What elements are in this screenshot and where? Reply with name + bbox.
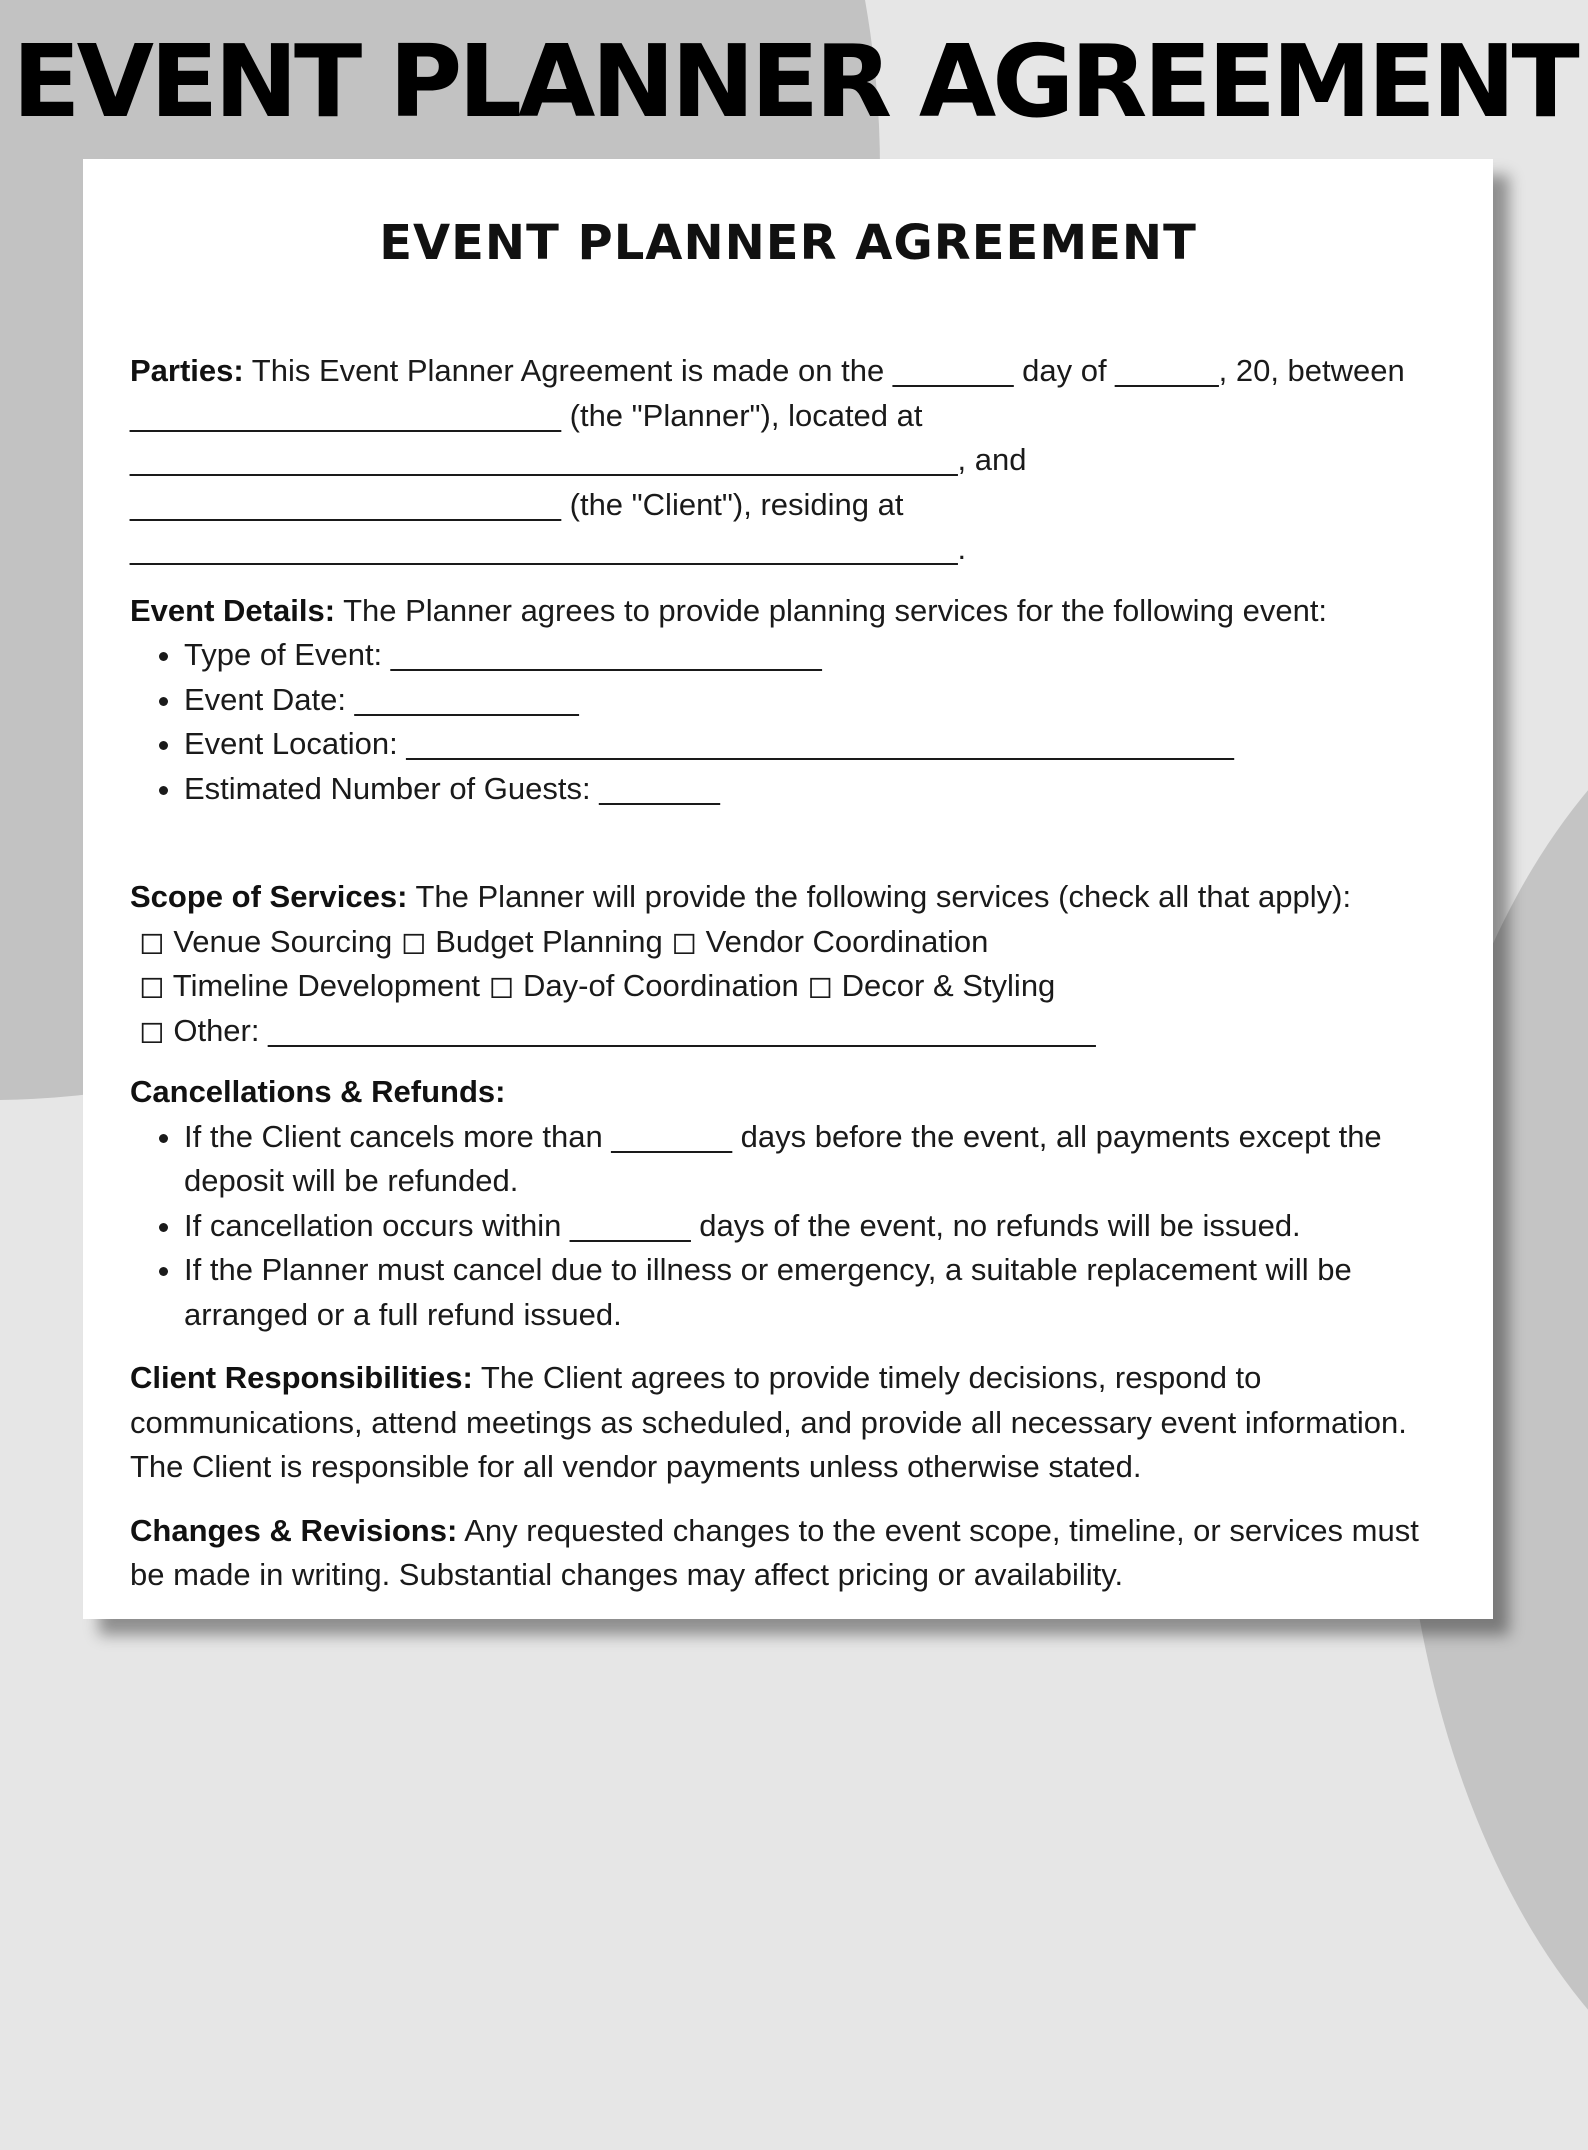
event-details-list (130, 633, 1460, 811)
list-item: • Event Date: _____________ (184, 678, 1460, 723)
list-item: • Estimated Number of Guests: _______ (184, 767, 1460, 812)
scope-text: The Planner will provide the following services (check all that apply): (415, 879, 1352, 914)
banner-title: EVENT PLANNER AGREEMENT (12, 23, 1576, 140)
scope-section (130, 875, 1460, 920)
parties-section (130, 349, 1460, 572)
cancellations-list (130, 1115, 1460, 1338)
list-item: • Event Location: ________________________________________________ (184, 722, 1460, 767)
document-title: EVENT PLANNER AGREEMENT (379, 215, 1197, 271)
checklist-line: ◻ Venue Sourcing ◻ Budget Planning ◻ Vendor Coordination (139, 923, 989, 959)
document-body (130, 349, 1460, 1598)
cancellations-section (130, 1070, 1460, 1115)
parties-text: This Event Planner Agreement is made on the _______ day of ______, 20, between _________________________ (the "Planner"), located at ________________________________________________, and _________________________ (the "Client"), residing at ________________________________________________. (130, 353, 1405, 566)
checklist-line: ◻ Other: ________________________________________________ (139, 1012, 1096, 1048)
event-details-heading: Event Details: (130, 592, 336, 628)
client-responsibilities-section (130, 1356, 1460, 1490)
list-item: • Type of Event: _________________________ (184, 633, 1460, 678)
client-responsibilities-heading: Client Responsibilities: (130, 1360, 473, 1395)
changes-text: Any requested changes to the event scope, timeline, or services must be made in writing. Substantial changes may affect pricing or availability. (130, 1512, 1419, 1592)
list-item: • If the Client cancels more than _______ days before the event, all payments except the deposit will be refunded. (184, 1115, 1460, 1204)
scope-heading: Scope of Services: (130, 879, 408, 914)
changes-heading: Changes & Revisions: (130, 1512, 458, 1548)
document-page (83, 159, 1493, 1619)
event-details-section (130, 589, 1460, 634)
parties-heading: Parties: (130, 353, 244, 388)
checklist-line: ◻ Timeline Development ◻ Day-of Coordination ◻ Decor & Styling (139, 968, 1056, 1003)
changes-section (130, 1509, 1460, 1598)
cancellations-heading: Cancellations & Refunds: (130, 1074, 506, 1109)
event-details-text: The Planner agrees to provide planning services for the following event: (343, 592, 1328, 628)
scope-checklist (130, 920, 1460, 1054)
list-item: • If cancellation occurs within _______ days of the event, no refunds will be issued. (184, 1204, 1460, 1249)
list-item: • If the Planner must cancel due to illness or emergency, a suitable replacement will be arranged or a full refund issued. (184, 1248, 1460, 1337)
client-responsibilities-text: The Client agrees to provide timely decisions, respond to communications, attend meetings as scheduled, and provide all necessary event information. The Client is responsible for all vendor payments unless otherwise stated. (130, 1360, 1407, 1484)
